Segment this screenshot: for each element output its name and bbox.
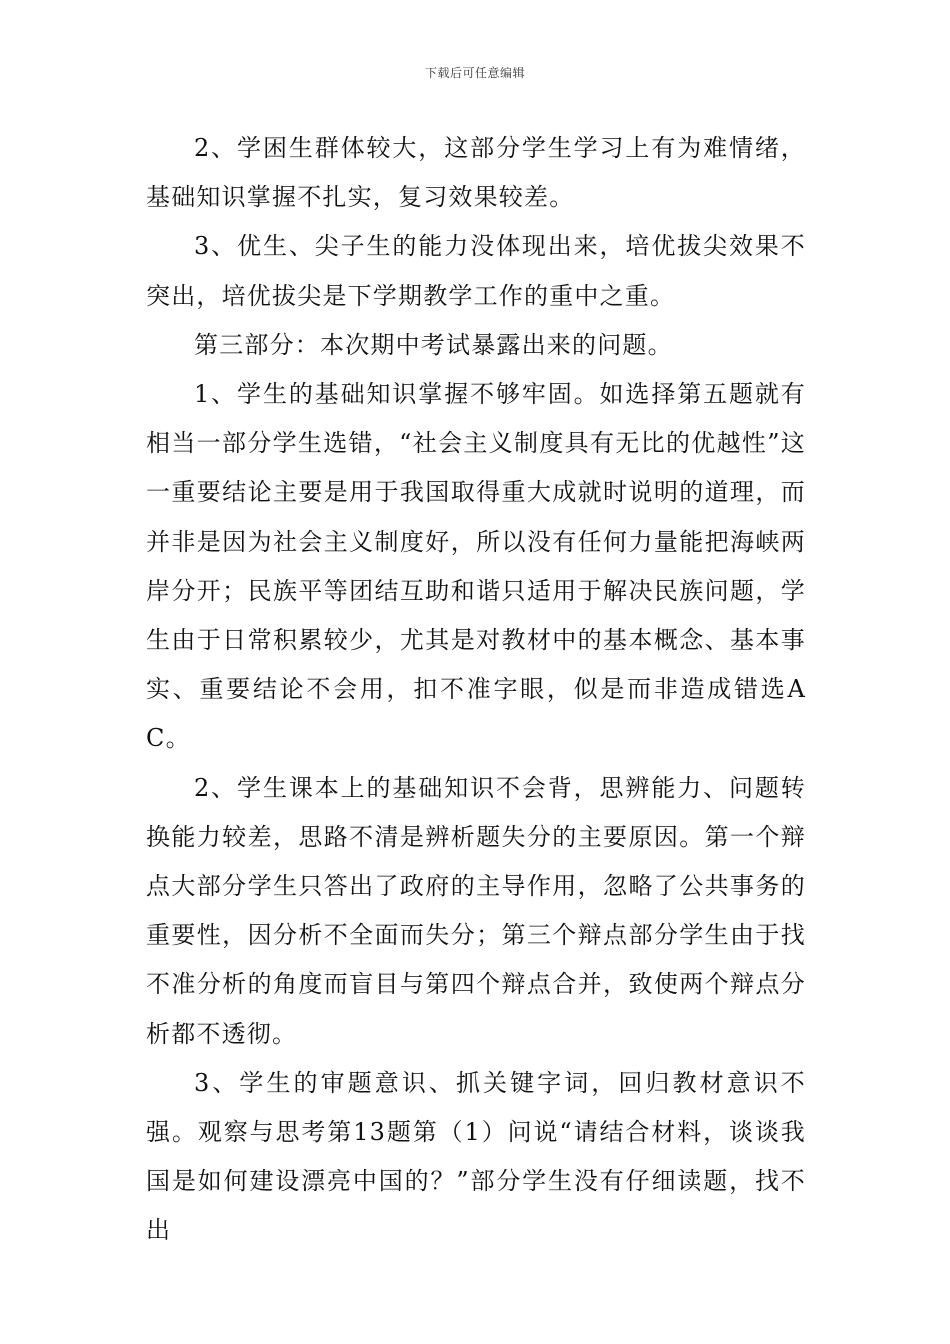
page-header: 下载后可任意编辑 [424,66,525,80]
paragraph-3: 1、学生的基础知识掌握不够牢固。如选择第五题就有相当一部分学生选错，“社会主义制度具有无比的优越性”这一重要结论主要是用于我国取得重大成就时说明的道理，而并非是因为社会主义制度好，所以没有任何力量能把海峡两岸分开；民族平等团结互助和谐只适用于解决民族问题，学生由于日常积累较少，尤其是对教材中的基本概念、基本事实、重要结论不会用，扣不准字眼，似是而非造成错选AC。 [146,380,806,753]
paragraph-2: 3、优生、尖子生的能力没体现出来，培优拔尖效果不突出，培优拔尖是下学期教学工作的重中之重。 [146,232,806,310]
document-body [146,124,806,1256]
paragraph-4: 2、学生课本上的基础知识不会背，思辨能力、问题转换能力较差，思路不清是辨析题失分的主要原因。第一个辩点大部分学生只答出了政府的主导作用，忽略了公共事务的重要性，因分析不全面而失分；第三个辩点部分学生由于找不准分析的角度而盲目与第四个辩点合并，致使两个辩点分析都不透彻。 [146,773,806,1048]
paragraph-1: 2、学困生群体较大，这部分学生学习上有为难情绪，基础知识掌握不扎实，复习效果较差。 [146,134,806,212]
section-heading: 第三部分：本次期中考试暴露出来的问题。 [194,330,673,359]
paragraph-5: 3、学生的审题意识、抓关键字词，回归教材意识不强。观察与思考第13题第（1）问说“请结合材料，谈谈我国是如何建设漂亮中国的？”部分学生没有仔细读题，找不出 [146,1068,806,1245]
